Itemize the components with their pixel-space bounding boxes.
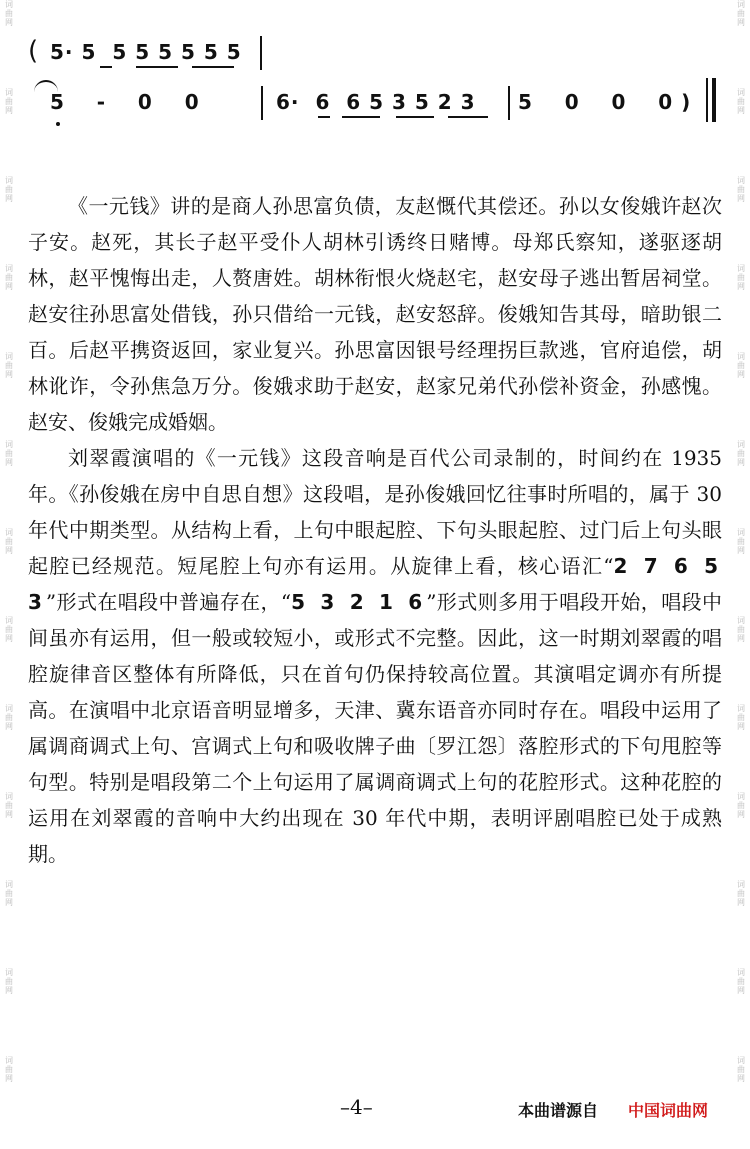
watermark-stack (734, 352, 748, 379)
watermark-stack (2, 176, 16, 203)
watermark-char: 网 (5, 458, 13, 467)
score-underline (192, 66, 234, 68)
watermark-char: 曲 (5, 449, 13, 458)
notation-motif-1: 2 7 6 5 3 (28, 554, 722, 614)
watermark-stack (2, 88, 16, 115)
watermark-char: 词 (737, 616, 745, 625)
music-score (28, 28, 728, 138)
score-line-2-a: 5 - 0 0 (50, 90, 200, 114)
watermark-stack (2, 440, 16, 467)
watermark-left (2, 0, 16, 1149)
watermark-char: 词 (5, 528, 13, 537)
score-barline (261, 86, 263, 120)
score-underline (318, 116, 330, 118)
watermark-char: 网 (737, 370, 745, 379)
watermark-stack (734, 616, 748, 643)
watermark-char: 曲 (737, 97, 745, 106)
watermark-stack (734, 0, 748, 27)
watermark-char: 词 (737, 880, 745, 889)
watermark-stack (734, 88, 748, 115)
watermark-char: 词 (5, 176, 13, 185)
watermark-char: 网 (737, 18, 745, 27)
watermark-stack (2, 264, 16, 291)
watermark-stack (2, 0, 16, 27)
watermark-char: 曲 (5, 273, 13, 282)
score-barline (260, 36, 262, 70)
watermark-char: 网 (737, 546, 745, 555)
watermark-char: 网 (5, 810, 13, 819)
watermark-char: 网 (5, 722, 13, 731)
site-name-link[interactable]: 中国词曲网 (628, 1101, 709, 1120)
score-final-barline-thin (706, 78, 708, 122)
watermark-char: 网 (737, 458, 745, 467)
watermark-char: 词 (737, 440, 745, 449)
watermark-char: 网 (5, 18, 13, 27)
paragraph-analysis (28, 440, 722, 872)
watermark-stack (734, 528, 748, 555)
watermark-char: 曲 (737, 537, 745, 546)
watermark-char: 词 (5, 352, 13, 361)
watermark-char: 曲 (5, 537, 13, 546)
watermark-char: 词 (737, 88, 745, 97)
watermark-stack (734, 968, 748, 995)
paragraph-synopsis: 《一元钱》讲的是商人孙思富负债，友赵慨代其偿还。孙以女俊娥许赵次子安。赵死，其长子赵平受仆人胡林引诱终日赌博。母郑氏察知，遂驱逐胡林，赵平愧悔出走，人赘唐姓。胡林衔恨火烧赵宅，赵安母子逃出暂居祠堂。赵安往孙思富处借钱，孙只借给一元钱，赵安怒辞。俊娥知告其母，暗助银二百。后赵平携资返回，家业复兴。孙思富因银号经理拐巨款逃，官府追偿，胡林讹诈，令孙焦急万分。俊娥求助于赵安，赵家兄弟代孙偿补资金，孙感愧。赵安、俊娥完成婚姻。 (28, 194, 722, 434)
watermark-char: 网 (737, 282, 745, 291)
watermark-char: 曲 (5, 713, 13, 722)
watermark-char: 曲 (5, 97, 13, 106)
watermark-stack (734, 264, 748, 291)
watermark-char: 曲 (737, 713, 745, 722)
watermark-char: 曲 (737, 361, 745, 370)
watermark-stack (734, 440, 748, 467)
page-number: –4– (340, 1095, 373, 1119)
watermark-stack (734, 704, 748, 731)
watermark-char: 曲 (737, 1065, 745, 1074)
score-line-1: 5· 5 5 5 5 5 5 5 (50, 40, 242, 64)
watermark-char: 曲 (5, 185, 13, 194)
watermark-char: 网 (737, 1074, 745, 1083)
watermark-char: 网 (737, 634, 745, 643)
watermark-char: 词 (5, 704, 13, 713)
score-underline (136, 66, 178, 68)
watermark-char: 词 (5, 264, 13, 273)
watermark-char: 词 (5, 616, 13, 625)
watermark-char: 词 (737, 528, 745, 537)
score-low-dot (56, 122, 60, 126)
watermark-char: 词 (737, 352, 745, 361)
watermark-char: 词 (737, 264, 745, 273)
score-underline (448, 116, 488, 118)
watermark-char: 曲 (737, 449, 745, 458)
watermark-char: 网 (5, 194, 13, 203)
watermark-char: 曲 (737, 273, 745, 282)
watermark-char: 曲 (5, 9, 13, 18)
watermark-char: 网 (737, 986, 745, 995)
watermark-stack (2, 352, 16, 379)
watermark-char: 词 (737, 176, 745, 185)
score-underline (100, 66, 112, 68)
watermark-char: 网 (737, 722, 745, 731)
watermark-stack (2, 792, 16, 819)
watermark-char: 网 (5, 106, 13, 115)
score-final-barline-thick (712, 78, 716, 122)
watermark-char: 曲 (737, 889, 745, 898)
watermark-char: 词 (737, 792, 745, 801)
watermark-stack (2, 704, 16, 731)
watermark-char: 网 (737, 194, 745, 203)
score-barline (508, 86, 510, 120)
paragraph-analysis-part-1: 刘翠霞演唱的《一元钱》这段音响是百代公司录制的，时间约在 1935 年。《孙俊娥在房中自思自想》这段唱，是孙俊娥回忆往事时所唱的，属于 30 年代中期类型。从结构上看，上句中眼起腔、下句头眼起腔、过门后上句头眼起腔已经规范。短尾腔上句亦有运用。从旋律上看，核心语汇“ (28, 446, 722, 578)
watermark-char: 网 (737, 898, 745, 907)
watermark-char: 网 (5, 898, 13, 907)
score-line-2-b: 6· 6 6 5 3 5 2 3 (276, 90, 476, 114)
watermark-stack (2, 968, 16, 995)
watermark-stack (2, 528, 16, 555)
score-line-2-c: 5 0 0 0 ) (518, 90, 692, 114)
source-label: 本曲谱源自 (518, 1101, 599, 1120)
watermark-char: 网 (737, 106, 745, 115)
watermark-char: 曲 (737, 801, 745, 810)
paragraph-analysis-part-3: ”形式则多用于唱段开始，唱段中间虽亦有运用，但一般或较短小，或形式不完整。因此，这一时期刘翠霞的唱腔旋律音区整体有所降低，只在首句仍保持较高位置。其演唱定调亦有所提高。在演唱中北京语音明显增多，天津、冀东语音亦同时存在。唱段中运用了属调商调式上句、宫调式上句和吸收牌子曲〔罗江怨〕落腔形式的下句甩腔等句型。特别是唱段第二个上句运用了属调商调式上句的花腔形式。这种花腔的运用在刘翠霞的音响中大约出现在 30 年代中期，表明评剧唱腔已处于成熟期。 (28, 590, 722, 866)
watermark-char: 曲 (5, 889, 13, 898)
watermark-char: 词 (737, 1056, 745, 1065)
watermark-char: 曲 (737, 185, 745, 194)
watermark-stack (734, 176, 748, 203)
watermark-char: 网 (5, 1074, 13, 1083)
score-underline (342, 116, 380, 118)
paragraph-analysis-part-2: ”形式在唱段中普遍存在，“ (45, 590, 292, 614)
watermark-char: 词 (5, 88, 13, 97)
watermark-char: 词 (5, 0, 13, 9)
watermark-char: 曲 (737, 977, 745, 986)
article-body (28, 188, 722, 872)
watermark-char: 词 (5, 968, 13, 977)
score-paren-open: ( (28, 36, 39, 66)
watermark-char: 曲 (5, 801, 13, 810)
watermark-char: 词 (737, 968, 745, 977)
watermark-stack (2, 1056, 16, 1083)
watermark-char: 词 (737, 704, 745, 713)
watermark-stack (2, 880, 16, 907)
watermark-char: 曲 (5, 1065, 13, 1074)
watermark-stack (734, 880, 748, 907)
watermark-char: 曲 (5, 977, 13, 986)
watermark-char: 网 (5, 986, 13, 995)
watermark-char: 词 (5, 440, 13, 449)
watermark-char: 网 (5, 634, 13, 643)
watermark-char: 曲 (5, 625, 13, 634)
score-underline (396, 116, 434, 118)
watermark-stack (2, 616, 16, 643)
watermark-right (734, 0, 748, 1149)
watermark-char: 词 (5, 1056, 13, 1065)
notation-motif-2: 5 3 2 1 6 (291, 590, 427, 614)
watermark-char: 网 (5, 370, 13, 379)
watermark-stack (734, 1056, 748, 1083)
watermark-char: 曲 (737, 9, 745, 18)
watermark-stack (734, 792, 748, 819)
watermark-char: 词 (5, 792, 13, 801)
watermark-char: 词 (737, 0, 745, 9)
watermark-char: 网 (737, 810, 745, 819)
watermark-char: 网 (5, 546, 13, 555)
watermark-char: 曲 (737, 625, 745, 634)
watermark-char: 网 (5, 282, 13, 291)
watermark-char: 词 (5, 880, 13, 889)
watermark-char: 曲 (5, 361, 13, 370)
